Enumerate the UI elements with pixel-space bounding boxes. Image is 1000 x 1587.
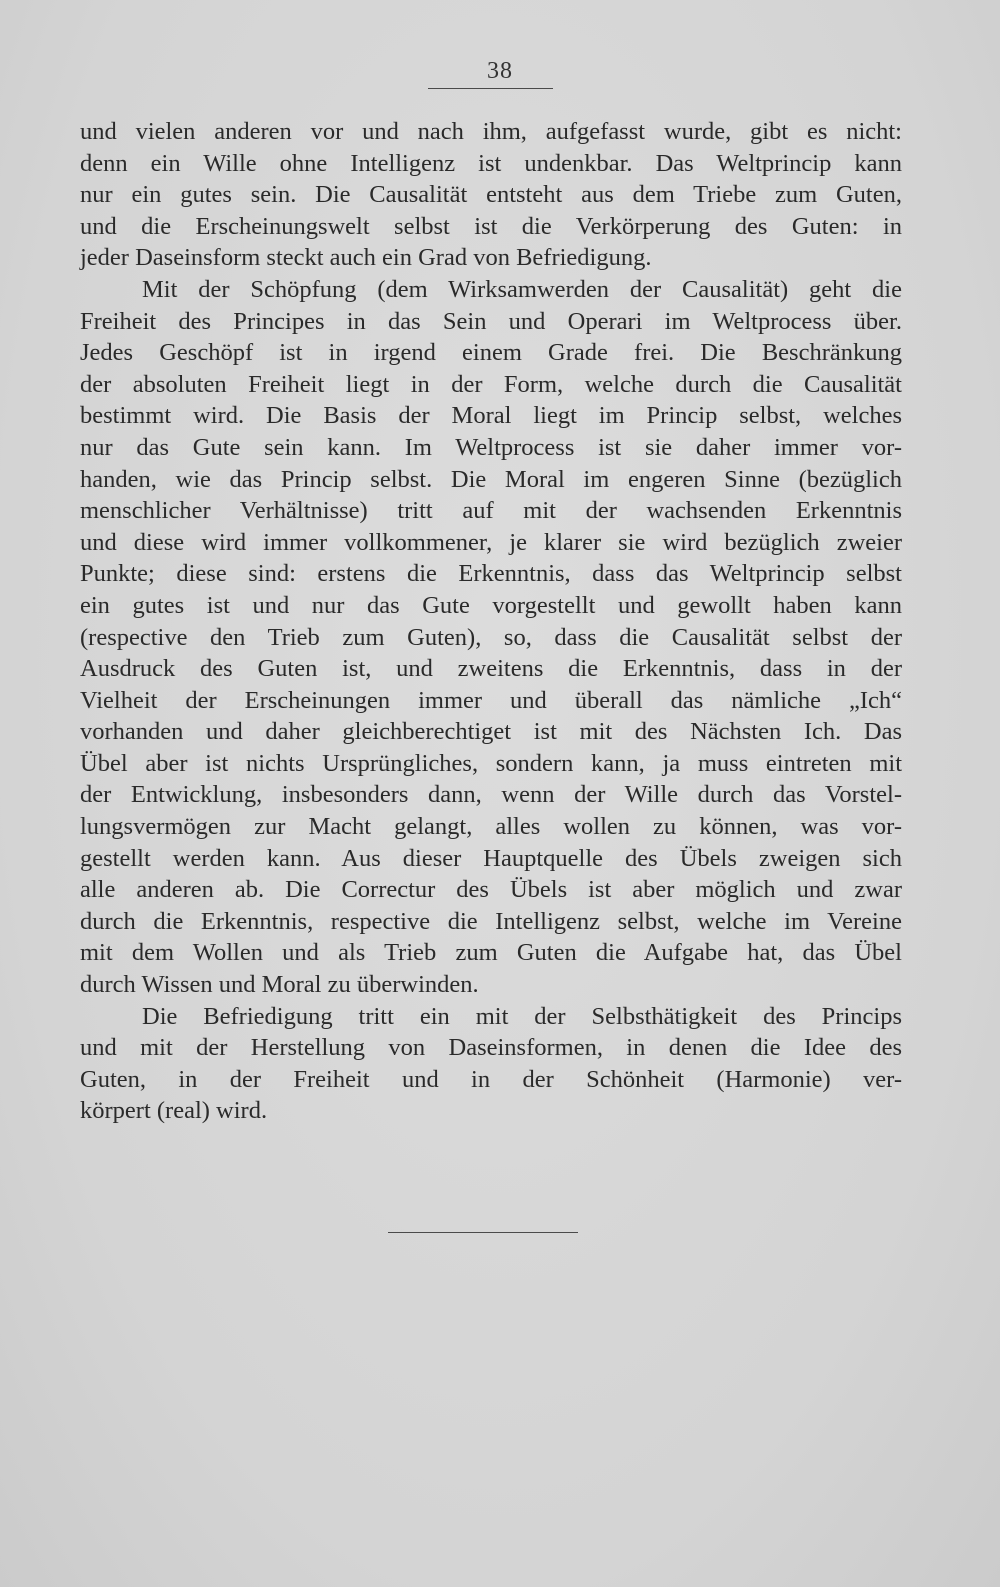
text-line: durch Wissen und Moral zu überwinden.	[80, 971, 479, 999]
text-line: bestimmt wird. Die Basis der Moral liegt im Princip selbst, welches	[80, 402, 902, 430]
text-line: und mit der Herstellung von Daseinsformen, in denen die Idee des	[80, 1034, 902, 1062]
body-text	[80, 116, 902, 1127]
text-line: Mit der Schöpfung (dem Wirksamwerden der Causalität) geht die	[142, 275, 902, 303]
text-line: Punkte; diese sind: erstens die Erkenntnis, dass das Weltprincip selbst	[80, 560, 902, 588]
text-line: ein gutes ist und nur das Gute vorgestellt und gewollt haben kann	[80, 591, 902, 619]
text-line: lungsvermögen zur Macht gelangt, alles wollen zu können, was vor-	[80, 813, 902, 841]
text-line: der Entwicklung, insbesonders dann, wenn der Wille durch das Vorstel-	[80, 781, 902, 809]
text-line: Jedes Geschöpf ist in irgend einem Grade frei. Die Beschränkung	[80, 339, 902, 367]
text-line: Ausdruck des Guten ist, und zweitens die Erkenntnis, dass in der	[80, 655, 902, 683]
text-line: (respective den Trieb zum Guten), so, dass die Causalität selbst der	[80, 623, 902, 651]
text-line: nur das Gute sein kann. Im Weltprocess ist sie daher immer vor-	[80, 433, 902, 461]
text-line: durch die Erkenntnis, respective die Intelligenz selbst, welche im Vereine	[80, 907, 902, 935]
text-line: Die Befriedigung tritt ein mit der Selbsthätigkeit des Princips	[142, 1002, 902, 1030]
text-line: der absoluten Freiheit liegt in der Form, welche durch die Causalität	[80, 370, 902, 398]
text-line: und diese wird immer vollkommener, je klarer sie wird bezüglich zweier	[80, 528, 902, 556]
text-line: denn ein Wille ohne Intelligenz ist undenkbar. Das Weltprincip kann	[80, 149, 902, 177]
text-line: Guten, in der Freiheit und in der Schönheit (Harmonie) ver-	[80, 1065, 902, 1093]
text-line: mit dem Wollen und als Trieb zum Guten die Aufgabe hat, das Übel	[80, 939, 902, 967]
text-line: Vielheit der Erscheinungen immer und überall das nämliche „Ich“	[80, 686, 902, 714]
text-line: Übel aber ist nichts Ursprüngliches, sondern kann, ja muss eintreten mit	[80, 749, 902, 777]
text-line: nur ein gutes sein. Die Causalität entsteht aus dem Triebe zum Guten,	[80, 181, 902, 209]
text-line: jeder Daseinsform steckt auch ein Grad von Befriedigung.	[80, 244, 652, 272]
page-number: 38	[487, 58, 513, 84]
text-line: gestellt werden kann. Aus dieser Hauptquelle des Übels zweigen sich	[80, 844, 902, 872]
footer-rule	[388, 1232, 578, 1233]
text-line: menschlicher Verhältnisse) tritt auf mit der wachsenden Erkenntnis	[80, 497, 902, 525]
text-line: und vielen anderen vor und nach ihm, aufgefasst wurde, gibt es nicht:	[80, 118, 902, 145]
text-line: alle anderen ab. Die Correctur des Übels ist aber möglich und zwar	[80, 876, 902, 904]
text-line: vorhanden und daher gleichberechtiget ist mit des Nächsten Ich. Das	[80, 718, 902, 746]
text-line: Freiheit des Principes in das Sein und Operari im Weltprocess über.	[80, 307, 902, 335]
header-rule	[428, 88, 553, 89]
text-line: körpert (real) wird.	[80, 1097, 268, 1125]
text-line: handen, wie das Princip selbst. Die Moral im engeren Sinne (bezüglich	[80, 465, 902, 493]
text-line: und die Erscheinungswelt selbst ist die Verkörperung des Guten: in	[80, 212, 902, 240]
